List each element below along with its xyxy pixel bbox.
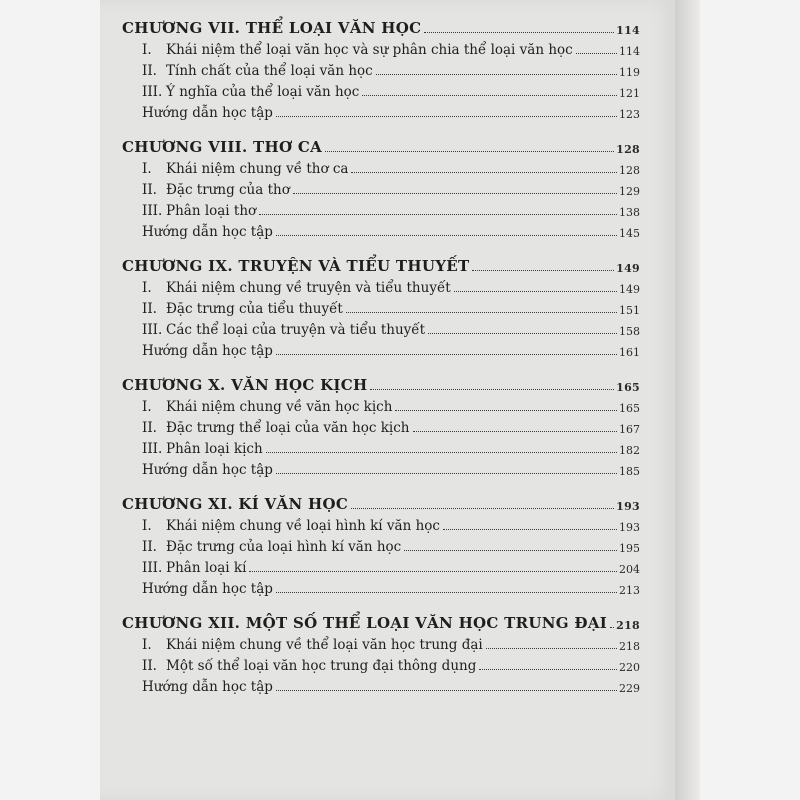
section-label <box>122 580 273 597</box>
section-number: I. <box>142 636 152 653</box>
dot-leader <box>479 669 617 670</box>
section-page-number: 121 <box>619 87 640 100</box>
section-page-number: 220 <box>619 661 640 674</box>
dot-leader <box>404 550 617 551</box>
section-page-number: 123 <box>619 108 640 121</box>
dot-leader <box>472 270 614 271</box>
section-entry[interactable] <box>122 393 640 414</box>
dot-leader <box>370 389 614 390</box>
section-entry[interactable] <box>122 512 640 533</box>
section-page-number: 167 <box>619 423 640 436</box>
toc-chapter <box>122 367 640 477</box>
dot-leader <box>413 431 617 432</box>
section-entry[interactable] <box>122 435 640 456</box>
chapter-page-number: 114 <box>616 24 640 37</box>
section-label <box>122 419 410 436</box>
dot-leader <box>325 151 614 152</box>
section-label <box>122 559 247 576</box>
section-number: III. <box>142 83 163 100</box>
section-page-number: 129 <box>619 185 640 198</box>
section-title: Đặc trưng của tiểu thuyết <box>166 300 343 317</box>
section-label <box>122 202 257 219</box>
section-number: II. <box>142 181 157 198</box>
section-number: I. <box>142 160 152 177</box>
section-title: Khái niệm chung về văn học kịch <box>166 398 393 415</box>
section-number: I. <box>142 41 152 58</box>
section-page-number: 195 <box>619 542 640 555</box>
section-title: Phân loại kịch <box>166 440 263 457</box>
dot-leader <box>351 172 617 173</box>
section-title: Hướng dẫn học tập <box>142 580 273 597</box>
section-number: I. <box>142 279 152 296</box>
chapter-title: CHƯƠNG XI. KÍ VĂN HỌC <box>122 495 349 513</box>
section-page-number: 114 <box>619 45 640 58</box>
section-page-number: 165 <box>619 402 640 415</box>
chapter-heading[interactable] <box>122 367 640 393</box>
section-page-number: 193 <box>619 521 640 534</box>
section-title: Phân loại kí <box>166 559 247 576</box>
dot-leader <box>351 508 614 509</box>
toc-chapter <box>122 486 640 596</box>
section-title: Khái niệm chung về loại hình kí văn học <box>166 517 440 534</box>
section-label <box>122 83 360 100</box>
dot-leader <box>454 291 617 292</box>
section-number: II. <box>142 657 157 674</box>
dot-leader <box>362 95 617 96</box>
section-title: Hướng dẫn học tập <box>142 678 273 695</box>
dot-leader <box>576 53 617 54</box>
section-title: Ý nghĩa của thể loại văn học <box>166 83 360 100</box>
section-entry[interactable] <box>122 652 640 673</box>
dot-leader <box>443 529 617 530</box>
section-number: I. <box>142 398 152 415</box>
section-page-number: 161 <box>619 346 640 359</box>
study-guide-entry[interactable] <box>122 99 640 120</box>
section-page-number: 218 <box>619 640 640 653</box>
section-entry[interactable] <box>122 78 640 99</box>
section-page-number: 128 <box>619 164 640 177</box>
chapter-title: CHƯƠNG IX. TRUYỆN VÀ TIỂU THUYẾT <box>122 257 470 275</box>
section-number: III. <box>142 321 163 338</box>
chapter-title: CHƯƠNG VII. THỂ LOẠI VĂN HỌC <box>122 19 422 37</box>
section-label <box>122 321 425 338</box>
study-guide-entry[interactable] <box>122 575 640 596</box>
section-label <box>122 62 373 79</box>
section-label <box>122 104 273 121</box>
section-number: III. <box>142 559 163 576</box>
section-label <box>122 300 343 317</box>
toc-chapter <box>122 129 640 239</box>
section-label <box>122 538 402 555</box>
section-entry[interactable] <box>122 176 640 197</box>
dot-leader <box>276 592 617 593</box>
chapter-heading[interactable] <box>122 248 640 274</box>
facing-page-edge <box>675 0 700 800</box>
dot-leader <box>266 452 617 453</box>
section-number: II. <box>142 419 157 436</box>
section-entry[interactable] <box>122 36 640 57</box>
toc-chapter <box>122 10 640 120</box>
dot-leader <box>293 193 617 194</box>
section-title: Một số thể loại văn học trung đại thông dụng <box>166 657 477 674</box>
section-page-number: 204 <box>619 563 640 576</box>
chapter-page-number: 193 <box>616 500 640 513</box>
chapter-page-number: 128 <box>616 143 640 156</box>
chapter-heading[interactable] <box>122 486 640 512</box>
section-number: III. <box>142 440 163 457</box>
section-number: II. <box>142 300 157 317</box>
section-title: Khái niệm thể loại văn học và sự phân chia thể loại văn học <box>166 41 573 58</box>
section-label <box>122 279 451 296</box>
section-label <box>122 223 273 240</box>
study-guide-entry[interactable] <box>122 218 640 239</box>
section-title: Hướng dẫn học tập <box>142 342 273 359</box>
chapter-page-number: 218 <box>616 619 640 632</box>
section-number: I. <box>142 517 152 534</box>
chapter-heading[interactable] <box>122 10 640 36</box>
chapter-title: CHƯƠNG X. VĂN HỌC KỊCH <box>122 376 368 394</box>
section-entry[interactable] <box>122 414 640 435</box>
chapter-title: CHƯƠNG XII. MỘT SỐ THỂ LOẠI VĂN HỌC TRUNG ĐẠI <box>122 614 608 632</box>
section-number: II. <box>142 62 157 79</box>
study-guide-entry[interactable] <box>122 456 640 477</box>
chapter-heading[interactable] <box>122 129 640 155</box>
section-title: Khái niệm chung về truyện và tiểu thuyết <box>166 279 451 296</box>
dot-leader <box>276 354 617 355</box>
section-title: Phân loại thơ <box>166 202 257 219</box>
section-entry[interactable] <box>122 554 640 575</box>
dot-leader <box>428 333 617 334</box>
section-label <box>122 181 290 198</box>
section-label <box>122 41 573 58</box>
section-page-number: 151 <box>619 304 640 317</box>
section-title: Đặc trưng thể loại của văn học kịch <box>166 419 410 436</box>
section-label <box>122 398 393 415</box>
dot-leader <box>276 690 617 691</box>
section-page-number: 182 <box>619 444 640 457</box>
dot-leader <box>424 32 614 33</box>
dot-leader <box>276 235 617 236</box>
chapter-title: CHƯƠNG VIII. THƠ CA <box>122 138 323 156</box>
study-guide-entry[interactable] <box>122 673 640 694</box>
section-title: Hướng dẫn học tập <box>142 223 273 240</box>
section-title: Đặc trưng của loại hình kí văn học <box>166 538 402 555</box>
chapter-page-number: 165 <box>616 381 640 394</box>
section-title: Các thể loại của truyện và tiểu thuyết <box>166 321 425 338</box>
dot-leader <box>610 627 614 628</box>
section-page-number: 119 <box>619 66 640 79</box>
dot-leader <box>395 410 617 411</box>
section-label <box>122 657 477 674</box>
section-entry[interactable] <box>122 316 640 337</box>
section-entry[interactable] <box>122 295 640 316</box>
dot-leader <box>486 648 617 649</box>
section-title: Đặc trưng của thơ <box>166 181 290 198</box>
dot-leader <box>346 312 617 313</box>
toc-chapter <box>122 605 640 694</box>
section-entry[interactable] <box>122 197 640 218</box>
section-title: Hướng dẫn học tập <box>142 104 273 121</box>
section-title: Khái niệm chung về thể loại văn học trung đại <box>166 636 483 653</box>
section-title: Khái niệm chung về thơ ca <box>166 160 349 177</box>
section-entry[interactable] <box>122 274 640 295</box>
section-title: Hướng dẫn học tập <box>142 461 273 478</box>
section-page-number: 229 <box>619 682 640 695</box>
section-number: II. <box>142 538 157 555</box>
section-label <box>122 440 263 457</box>
section-label <box>122 678 273 695</box>
section-label <box>122 461 273 478</box>
dot-leader <box>376 74 617 75</box>
section-page-number: 158 <box>619 325 640 338</box>
section-page-number: 145 <box>619 227 640 240</box>
dot-leader <box>276 116 617 117</box>
section-number: III. <box>142 202 163 219</box>
section-label <box>122 636 483 653</box>
section-entry[interactable] <box>122 533 640 554</box>
table-of-contents <box>122 10 640 703</box>
study-guide-entry[interactable] <box>122 337 640 358</box>
chapter-heading[interactable] <box>122 605 640 631</box>
section-page-number: 149 <box>619 283 640 296</box>
section-label <box>122 517 440 534</box>
dot-leader <box>276 473 617 474</box>
section-label <box>122 160 349 177</box>
section-page-number: 185 <box>619 465 640 478</box>
section-entry[interactable] <box>122 57 640 78</box>
section-page-number: 138 <box>619 206 640 219</box>
toc-chapter <box>122 248 640 358</box>
dot-leader <box>249 571 617 572</box>
dot-leader <box>259 214 617 215</box>
chapter-page-number: 149 <box>616 262 640 275</box>
section-page-number: 213 <box>619 584 640 597</box>
section-entry[interactable] <box>122 631 640 652</box>
section-label <box>122 342 273 359</box>
section-title: Tính chất của thể loại văn học <box>166 62 373 79</box>
section-entry[interactable] <box>122 155 640 176</box>
